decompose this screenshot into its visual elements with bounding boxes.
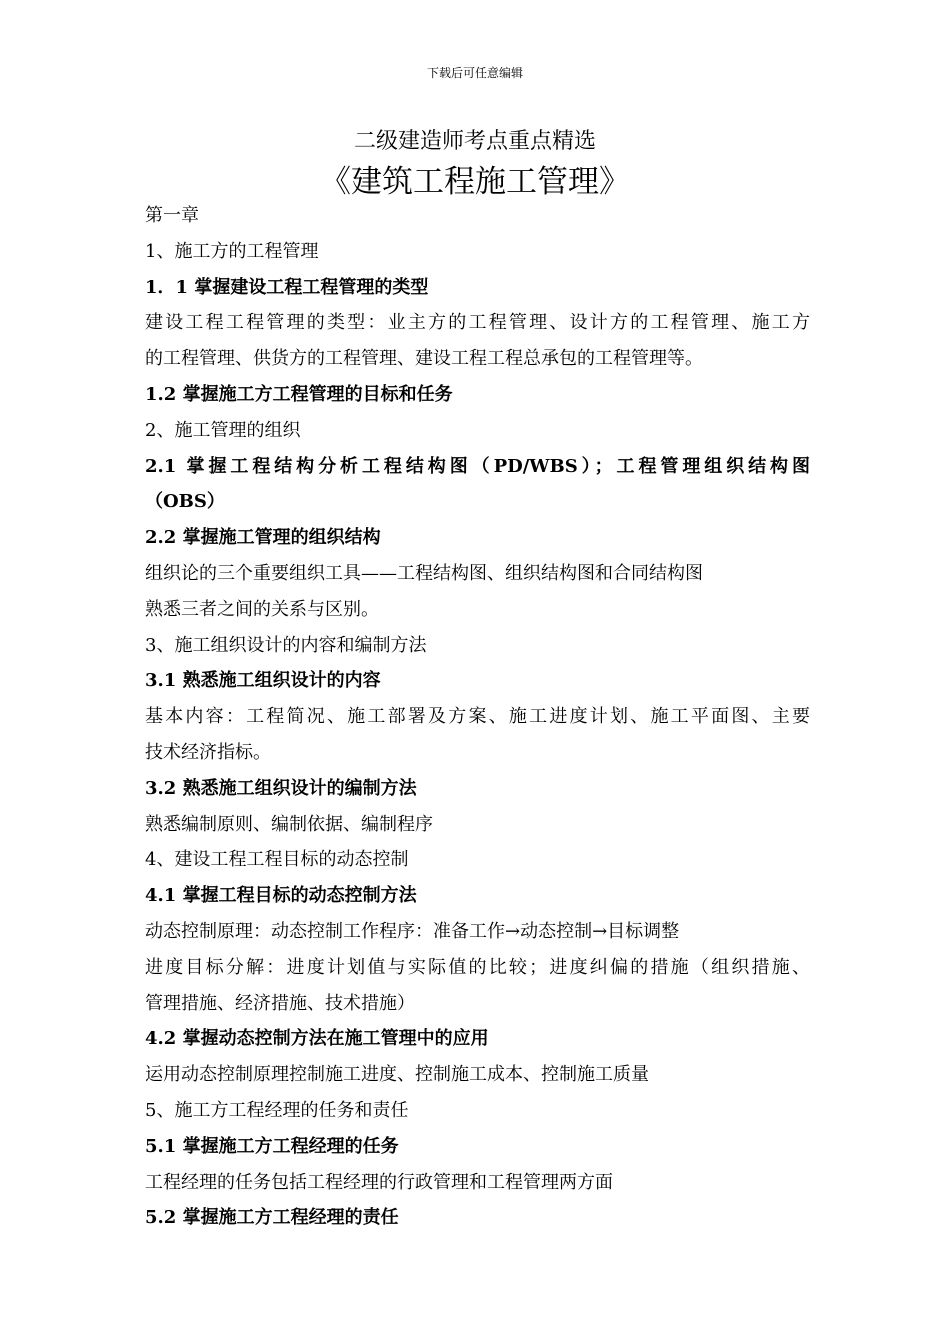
section-heading: 3、施工组织设计的内容和编制方法	[145, 634, 427, 656]
section-heading: 5、施工方工程经理的任务和责任	[145, 1099, 409, 1121]
body-text: 的工程管理、供货方的工程管理、建设工程工程总承包的工程管理等。	[145, 348, 703, 370]
subsection-heading: 3.1 熟悉施工组织设计的内容	[145, 670, 381, 692]
chapter-heading: 第一章	[145, 205, 199, 226]
subsection-heading: 1．1 掌握建设工程工程管理的类型	[145, 276, 429, 298]
subsection-heading: 1.2 掌握施工方工程管理的目标和任务	[145, 383, 453, 405]
section-heading: 1、施工方的工程管理	[145, 240, 319, 262]
body-text: 技术经济指标。	[145, 741, 271, 763]
body-text: 动态控制原理：动态控制工作程序：准备工作→动态控制→目标调整	[145, 920, 680, 942]
body-text: 工程经理的任务包括工程经理的行政管理和工程管理两方面	[145, 1171, 613, 1193]
subsection-heading: 4.1 掌握工程目标的动态控制方法	[145, 885, 417, 907]
subsection-heading-continued: （OBS）	[145, 491, 225, 513]
section-heading: 2、施工管理的组织	[145, 419, 301, 441]
subsection-heading: 3.2 熟悉施工组织设计的编制方法	[145, 777, 417, 799]
header-note: 下载后可任意编辑	[426, 66, 523, 80]
subsection-heading: 2.2 掌握施工管理的组织结构	[145, 527, 381, 549]
document-title: 《建筑工程施工管理》	[320, 164, 630, 200]
body-text: 熟悉三者之间的关系与区别。	[145, 598, 379, 620]
section-heading: 4、建设工程工程目标的动态控制	[145, 849, 409, 871]
subsection-heading: 4.2 掌握动态控制方法在施工管理中的应用	[145, 1028, 489, 1050]
subsection-heading: 2.1 掌握工程结构分析工程结构图（PD/WBS）；工程管理组织结构图	[145, 455, 810, 477]
body-text: 基本内容：工程简况、施工部署及方案、施工进度计划、施工平面图、主要	[145, 706, 810, 728]
document-subtitle: 二级建造师考点重点精选	[353, 129, 596, 154]
body-text: 建设工程工程管理的类型：业主方的工程管理、设计方的工程管理、施工方	[145, 312, 810, 334]
body-text: 运用动态控制原理控制施工进度、控制施工成本、控制施工质量	[145, 1064, 649, 1086]
subsection-heading: 5.1 掌握施工方工程经理的任务	[145, 1135, 399, 1157]
document-body	[145, 198, 810, 1236]
body-text: 组织论的三个重要组织工具——工程结构图、组织结构图和合同结构图	[145, 562, 703, 584]
body-text: 熟悉编制原则、编制依据、编制程序	[145, 813, 433, 835]
body-text: 进度目标分解：进度计划值与实际值的比较；进度纠偏的措施（组织措施、	[145, 956, 810, 978]
subsection-heading: 5.2 掌握施工方工程经理的责任	[145, 1207, 399, 1229]
body-text: 管理措施、经济措施、技术措施）	[145, 992, 415, 1014]
